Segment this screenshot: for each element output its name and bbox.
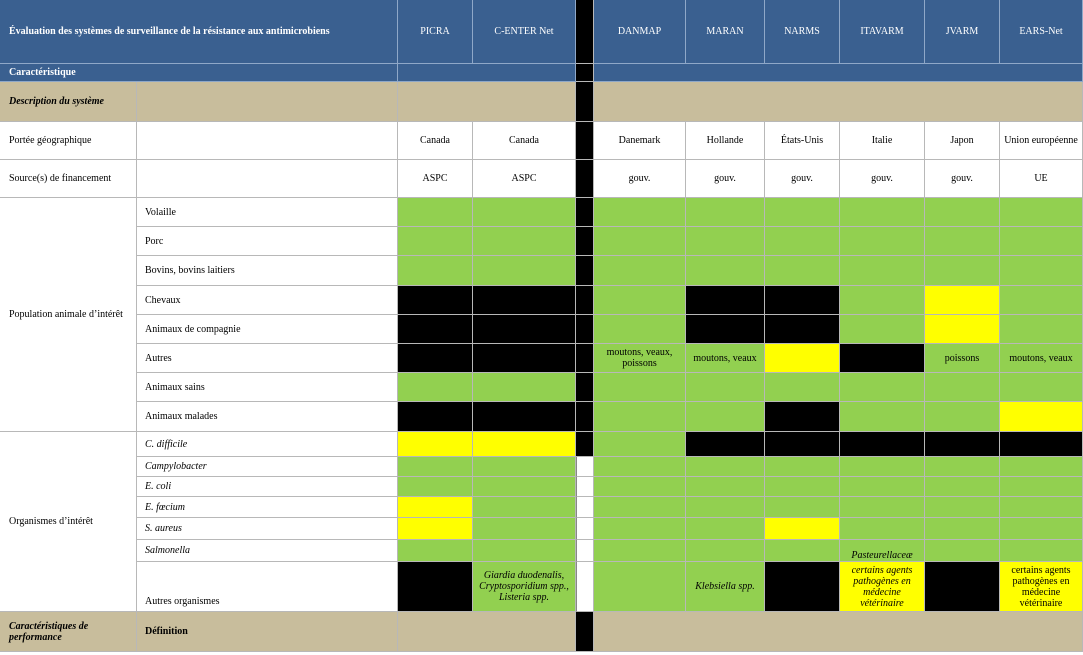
status-cell (765, 402, 840, 432)
value-cell: UE (1000, 160, 1083, 198)
status-cell (398, 477, 473, 497)
status-cell (765, 497, 840, 518)
value-cell: Italie (840, 122, 925, 160)
status-cell (594, 315, 686, 344)
status-cell (398, 286, 473, 315)
item-label: Autres (137, 344, 398, 373)
status-cell (473, 457, 576, 477)
definition-header: Définition (137, 612, 398, 652)
status-cell (765, 315, 840, 344)
status-cell (1000, 286, 1083, 315)
status-cell (398, 497, 473, 518)
status-cell (765, 344, 840, 373)
table-title: Évaluation des systèmes de surveillance de la résistance aux antimicrobiens (0, 0, 398, 64)
status-cell (925, 497, 1000, 518)
item-label: Volaille (137, 198, 398, 227)
status-cell (1000, 477, 1083, 497)
status-cell: moutons, veaux, poissons (594, 344, 686, 373)
status-cell (1000, 256, 1083, 286)
status-cell (1000, 373, 1083, 402)
status-cell (473, 373, 576, 402)
system-header-itavarm: ITAVARM (840, 0, 925, 64)
status-cell (473, 432, 576, 457)
status-cell (398, 518, 473, 540)
status-cell (594, 256, 686, 286)
status-cell (594, 477, 686, 497)
status-cell (398, 227, 473, 256)
section-description: Description du système (0, 82, 137, 122)
status-cell (686, 402, 765, 432)
row-blank (137, 122, 398, 160)
status-cell (765, 518, 840, 540)
status-cell (925, 198, 1000, 227)
status-cell (1000, 518, 1083, 540)
item-label: C. difficile (137, 432, 398, 457)
section-blank (594, 612, 1083, 652)
status-cell (840, 497, 925, 518)
status-cell: moutons, veaux (686, 344, 765, 373)
status-cell (765, 562, 840, 612)
status-cell (473, 540, 576, 562)
system-header-picra: PICRA (398, 0, 473, 64)
item-label: Animaux de compagnie (137, 315, 398, 344)
status-cell (1000, 432, 1083, 457)
value-cell: Danemark (594, 122, 686, 160)
column-separator (576, 82, 594, 122)
status-cell: moutons, veaux (1000, 344, 1083, 373)
status-cell (398, 432, 473, 457)
column-separator (576, 64, 594, 82)
status-cell (1000, 497, 1083, 518)
section-blank (398, 82, 576, 122)
status-cell (840, 457, 925, 477)
status-cell: certains agents pathogènes en médecine vétérinaire (1000, 562, 1083, 612)
status-cell (765, 198, 840, 227)
value-cell: gouv. (765, 160, 840, 198)
status-cell (686, 497, 765, 518)
value-cell: ASPC (473, 160, 576, 198)
status-cell (765, 227, 840, 256)
status-cell (840, 315, 925, 344)
status-cell (398, 562, 473, 612)
status-cell (925, 402, 1000, 432)
status-cell (840, 477, 925, 497)
status-cell (1000, 402, 1083, 432)
item-label: E. fœcium (137, 497, 398, 518)
value-cell: Canada (398, 122, 473, 160)
status-cell (398, 256, 473, 286)
header-blank (398, 64, 576, 82)
value-cell: gouv. (925, 160, 1000, 198)
column-separator (576, 518, 594, 540)
value-cell: Hollande (686, 122, 765, 160)
column-separator (576, 457, 594, 477)
group-label: Population animale d’intérêt (0, 198, 137, 432)
status-cell: Klebsiella spp. (686, 562, 765, 612)
status-cell (765, 477, 840, 497)
status-cell (925, 227, 1000, 256)
status-cell (686, 373, 765, 402)
item-label: S. aureus (137, 518, 398, 540)
status-cell (765, 457, 840, 477)
value-cell: Japon (925, 122, 1000, 160)
status-cell (840, 373, 925, 402)
status-cell (686, 432, 765, 457)
column-separator (576, 612, 594, 652)
column-separator (576, 286, 594, 315)
status-cell (473, 402, 576, 432)
header-blank (594, 64, 1083, 82)
status-cell (686, 286, 765, 315)
status-cell (840, 344, 925, 373)
status-cell (473, 518, 576, 540)
item-label: Porc (137, 227, 398, 256)
column-separator (576, 0, 594, 64)
column-separator (576, 402, 594, 432)
status-cell (925, 373, 1000, 402)
section-performance: Caractéristiques de performance (0, 612, 137, 652)
status-cell (840, 402, 925, 432)
status-cell (594, 562, 686, 612)
row-label-portee: Portée géographique (0, 122, 137, 160)
value-cell: États-Unis (765, 122, 840, 160)
system-header-maran: MARAN (686, 0, 765, 64)
status-cell (594, 457, 686, 477)
status-cell (594, 518, 686, 540)
status-cell (840, 227, 925, 256)
status-cell (473, 227, 576, 256)
status-cell (686, 315, 765, 344)
column-separator (576, 344, 594, 373)
status-cell (594, 227, 686, 256)
value-cell: gouv. (686, 160, 765, 198)
item-label: E. coli (137, 477, 398, 497)
status-cell (925, 562, 1000, 612)
status-cell (925, 315, 1000, 344)
column-separator (576, 160, 594, 198)
value-cell: Canada (473, 122, 576, 160)
status-cell (594, 198, 686, 227)
status-cell (765, 256, 840, 286)
status-cell (1000, 198, 1083, 227)
status-cell (686, 256, 765, 286)
item-label: Autres organismes (137, 562, 398, 612)
column-separator (576, 198, 594, 227)
status-cell (925, 286, 1000, 315)
system-header-danmap: DANMAP (594, 0, 686, 64)
status-cell (1000, 540, 1083, 562)
status-cell (765, 540, 840, 562)
column-separator (576, 373, 594, 402)
item-label: Bovins, bovins laitiers (137, 256, 398, 286)
column-separator (576, 432, 594, 457)
status-cell (840, 518, 925, 540)
status-cell (840, 198, 925, 227)
characteristic-header: Caractéristique (0, 64, 398, 82)
column-separator (576, 562, 594, 612)
status-cell (686, 198, 765, 227)
status-cell (473, 344, 576, 373)
status-cell (398, 402, 473, 432)
status-cell (840, 256, 925, 286)
status-cell (1000, 315, 1083, 344)
status-cell (686, 518, 765, 540)
column-separator (576, 315, 594, 344)
group-label: Organismes d’intérêt (0, 432, 137, 612)
value-cell: gouv. (840, 160, 925, 198)
value-cell: gouv. (594, 160, 686, 198)
section-blank (594, 82, 1083, 122)
status-cell (925, 457, 1000, 477)
column-separator (576, 477, 594, 497)
status-cell (686, 457, 765, 477)
status-cell (686, 227, 765, 256)
status-cell (925, 540, 1000, 562)
status-cell (594, 373, 686, 402)
column-separator (576, 227, 594, 256)
column-separator (576, 122, 594, 160)
value-cell: Union européenne (1000, 122, 1083, 160)
system-header-jvarm: JVARM (925, 0, 1000, 64)
status-cell (398, 373, 473, 402)
status-cell: Pasteurellaceæ (840, 540, 925, 562)
status-cell (473, 315, 576, 344)
item-label: Chevaux (137, 286, 398, 315)
system-header-centernet: C-ENTER Net (473, 0, 576, 64)
status-cell (398, 198, 473, 227)
status-cell (840, 286, 925, 315)
status-cell (840, 432, 925, 457)
item-label: Animaux sains (137, 373, 398, 402)
status-cell (398, 315, 473, 344)
row-label-financement: Source(s) de financement (0, 160, 137, 198)
status-cell (473, 497, 576, 518)
item-label: Salmonella (137, 540, 398, 562)
status-cell: certains agents pathogènes en médecine vétérinaire (840, 562, 925, 612)
status-cell (594, 286, 686, 315)
status-cell (1000, 227, 1083, 256)
section-blank (137, 82, 398, 122)
item-label: Campylobacter (137, 457, 398, 477)
status-cell (686, 477, 765, 497)
status-cell: Giardia duodenalis, Cryptosporidium spp., Listeria spp. (473, 562, 576, 612)
value-cell: ASPC (398, 160, 473, 198)
status-cell (594, 402, 686, 432)
status-cell (765, 286, 840, 315)
status-cell (594, 540, 686, 562)
status-cell (925, 477, 1000, 497)
status-cell (765, 373, 840, 402)
section-blank (398, 612, 576, 652)
system-header-narms: NARMS (765, 0, 840, 64)
status-cell (765, 432, 840, 457)
status-cell (686, 540, 765, 562)
status-cell (473, 198, 576, 227)
column-separator (576, 540, 594, 562)
status-cell (398, 344, 473, 373)
status-cell (925, 256, 1000, 286)
status-cell (594, 432, 686, 457)
status-cell (1000, 457, 1083, 477)
column-separator (576, 256, 594, 286)
row-blank (137, 160, 398, 198)
status-cell (398, 457, 473, 477)
status-cell (473, 286, 576, 315)
column-separator (576, 497, 594, 518)
status-cell (925, 432, 1000, 457)
item-label: Animaux malades (137, 402, 398, 432)
system-header-earsnet: EARS-Net (1000, 0, 1083, 64)
status-cell (398, 540, 473, 562)
status-cell: poissons (925, 344, 1000, 373)
status-cell (925, 518, 1000, 540)
status-cell (473, 477, 576, 497)
status-cell (473, 256, 576, 286)
status-cell (594, 497, 686, 518)
